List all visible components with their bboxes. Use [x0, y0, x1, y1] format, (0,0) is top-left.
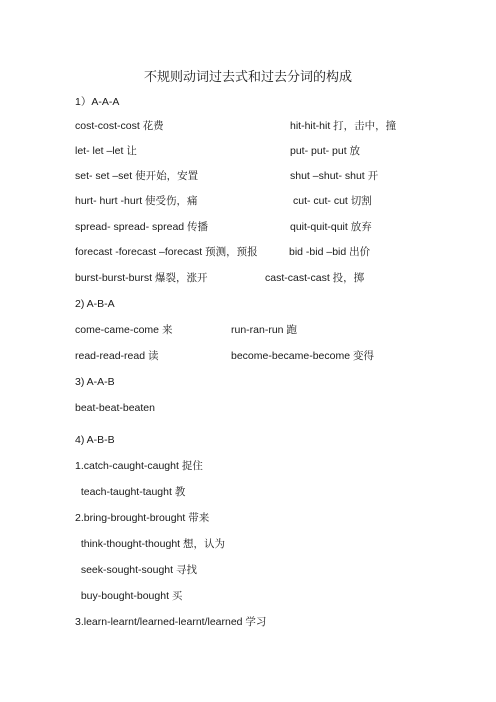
- verb-entry: burst-burst-burst 爆裂，涨开: [75, 272, 208, 284]
- verb-entry: cost-cost-cost 花费: [75, 120, 164, 132]
- verb-entry: hit-hit-hit 打，击中，撞: [290, 120, 397, 132]
- verb-entry: 2.bring-brought-brought 带来: [75, 512, 210, 524]
- verb-entry: read-read-read 读: [75, 350, 159, 362]
- verb-entry: come-came-come 来: [75, 324, 173, 336]
- verb-entry: 3.learn-learnt/learned-learnt/learned 学习: [75, 616, 267, 628]
- verb-entry: run-ran-run 跑: [231, 324, 297, 336]
- verb-entry: cast-cast-cast 投，掷: [265, 272, 365, 284]
- section-heading-abb: 4) A-B-B: [75, 434, 115, 446]
- verb-entry: quit-quit-quit 放弃: [290, 221, 372, 233]
- verb-entry: put- put- put 放: [290, 145, 361, 157]
- verb-entry: cut- cut- cut 切割: [293, 195, 372, 207]
- verb-entry: 1.catch-caught-caught 捉住: [75, 460, 203, 472]
- section-heading-aaa: 1）A-A-A: [75, 96, 120, 108]
- verb-entry: let- let –let 让: [75, 145, 137, 157]
- verb-entry: beat-beat-beaten: [75, 402, 155, 414]
- verb-entry: forecast -forecast –forecast 预测，预报: [75, 246, 258, 258]
- verb-entry: become-became-become 变得: [231, 350, 374, 362]
- section-heading-aab: 3) A-A-B: [75, 376, 115, 388]
- verb-entry: seek-sought-sought 寻找: [75, 564, 197, 576]
- verb-entry: buy-bought-bought 买: [75, 590, 183, 602]
- verb-entry: teach-taught-taught 教: [75, 486, 186, 498]
- verb-entry: shut –shut- shut 开: [290, 170, 379, 182]
- section-heading-aba: 2) A-B-A: [75, 298, 115, 310]
- verb-entry: think-thought-thought 想，认为: [75, 538, 225, 550]
- verb-entry: set- set –set 使开始，安置: [75, 170, 199, 182]
- verb-entry: hurt- hurt -hurt 使受伤，痛: [75, 195, 198, 207]
- page-title: 不规则动词过去式和过去分词的构成: [143, 70, 352, 85]
- verb-entry: bid -bid –bid 出价: [289, 246, 371, 258]
- verb-entry: spread- spread- spread 传播: [75, 221, 209, 233]
